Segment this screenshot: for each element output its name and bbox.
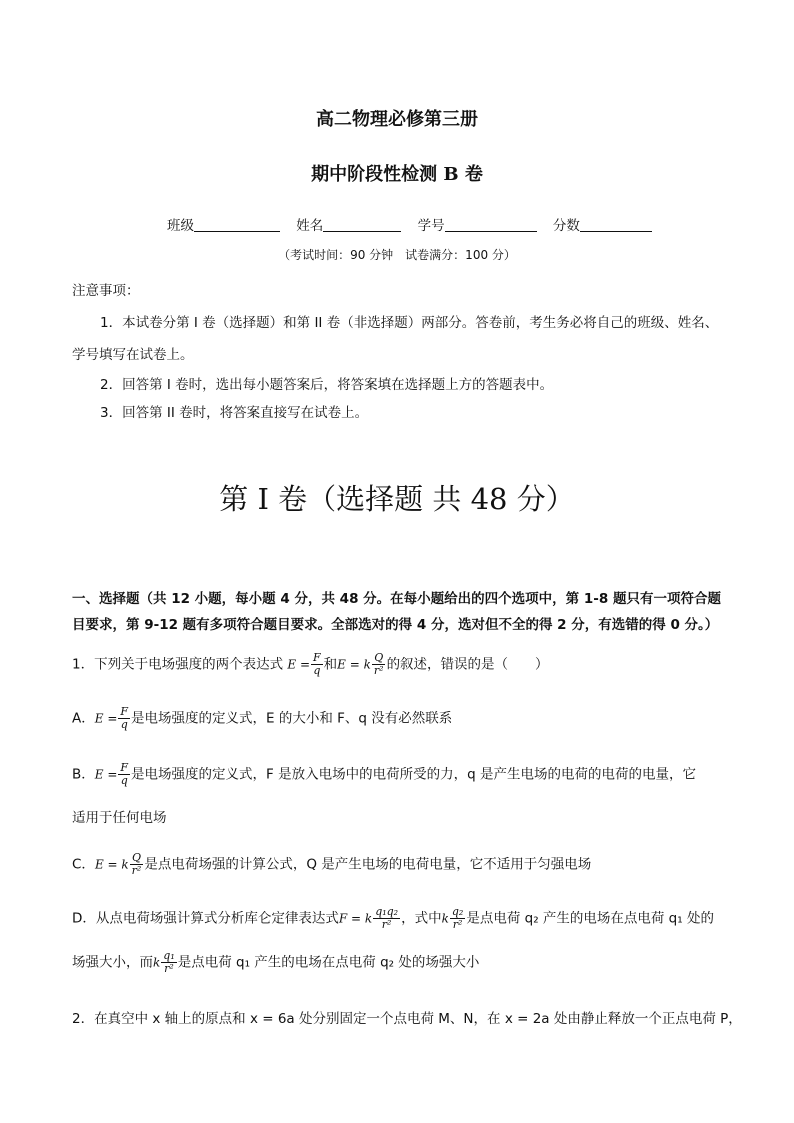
title-line2: 期中阶段性检测 B 卷 <box>311 164 483 185</box>
score-label: 分数 <box>552 218 580 234</box>
id-blank[interactable] <box>445 217 537 232</box>
section-title: 第 I 卷（选择题 共 48 分） <box>219 482 575 516</box>
notes-heading: 注意事项： <box>72 283 140 299</box>
name-blank[interactable] <box>323 217 401 232</box>
exam-info: （考试时间：90 分钟 试卷满分：100 分） <box>278 248 516 262</box>
id-label: 学号 <box>417 218 445 234</box>
q1-option-d-line2: 场强大小，而k $\frac{\text{q₁}}{\text{r²}}$ 是点电荷 q₁ 产生的电场在点电荷 q₂ 处的场强大小 <box>72 949 480 975</box>
q1-option-d[interactable]: D．从点电荷场强计算式分析库仑定律表达式F = k $\frac{\text{q₁q₂}}{\text{r²}}$ ，式中k $\frac{\text{q₂}}{\text{r²}}$ 是点电荷 q₂ 产生的电场在点电荷 q₁ 处的 <box>72 905 714 931</box>
instructions-line1: 一、选择题（共 12 小题，每小题 4 分，共 48 分。在每小题给出的四个选项中，第 1-8 题只有一项符合题 <box>72 591 721 607</box>
class-blank[interactable] <box>194 217 280 232</box>
student-info-fields <box>167 214 652 234</box>
note-item-1-line1: 1．本试卷分第 I 卷（选择题）和第 II 卷（非选择题）两部分。答卷前，考生务必将自己的班级、姓名、 <box>100 315 719 331</box>
q1-option-c[interactable]: C．E = k $\frac{Q}{\text{r²}}$ 是点电荷场强的计算公式，Q 是产生电场的电荷电量，它不适用于匀强电场 <box>72 851 592 877</box>
instructions-line2: 目要求，第 9-12 题有多项符合题目要求。全部选对的得 4 分，选对但不全的得 2 分，有选错的得 0 分。） <box>72 617 719 633</box>
q1-option-a[interactable]: A．E = $\frac{F}{q}$ 是电场强度的定义式，E 的大小和 F、q 没有必然联系 <box>72 705 453 731</box>
class-label: 班级 <box>167 218 194 234</box>
q1-option-b-line2: 适用于任何电场 <box>72 810 167 826</box>
q1-option-b[interactable]: B．E = $\frac{F}{q}$ 是电场强度的定义式，F 是放入电场中的电荷所受的力，q 是产生电场的电荷的电荷的电量，它 <box>72 761 696 787</box>
note-item-3: 3．回答第 II 卷时，将答案直接写在试卷上。 <box>100 405 369 421</box>
q2-stem: 2．在真空中 x 轴上的原点和 x = 6a 处分别固定一个点电荷 M、N，在 x = 2a 处由静止释放一个正点电荷 P， <box>72 1011 742 1027</box>
score-blank[interactable] <box>580 217 652 232</box>
name-label: 姓名 <box>296 218 324 234</box>
note-item-1-line2: 学号填写在试卷上。 <box>72 347 194 363</box>
note-item-2: 2．回答第 I 卷时，选出每小题答案后，将答案填在选择题上方的答题表中。 <box>100 377 554 393</box>
title-line1: 高二物理必修第三册 <box>316 109 478 130</box>
q1-stem: 1．下列关于电场强度的两个表达式 E = $\frac{F}{q}$ 和E = k $\frac{Q}{\text{r²}}$ 的叙述，错误的是（ ） <box>72 651 549 677</box>
